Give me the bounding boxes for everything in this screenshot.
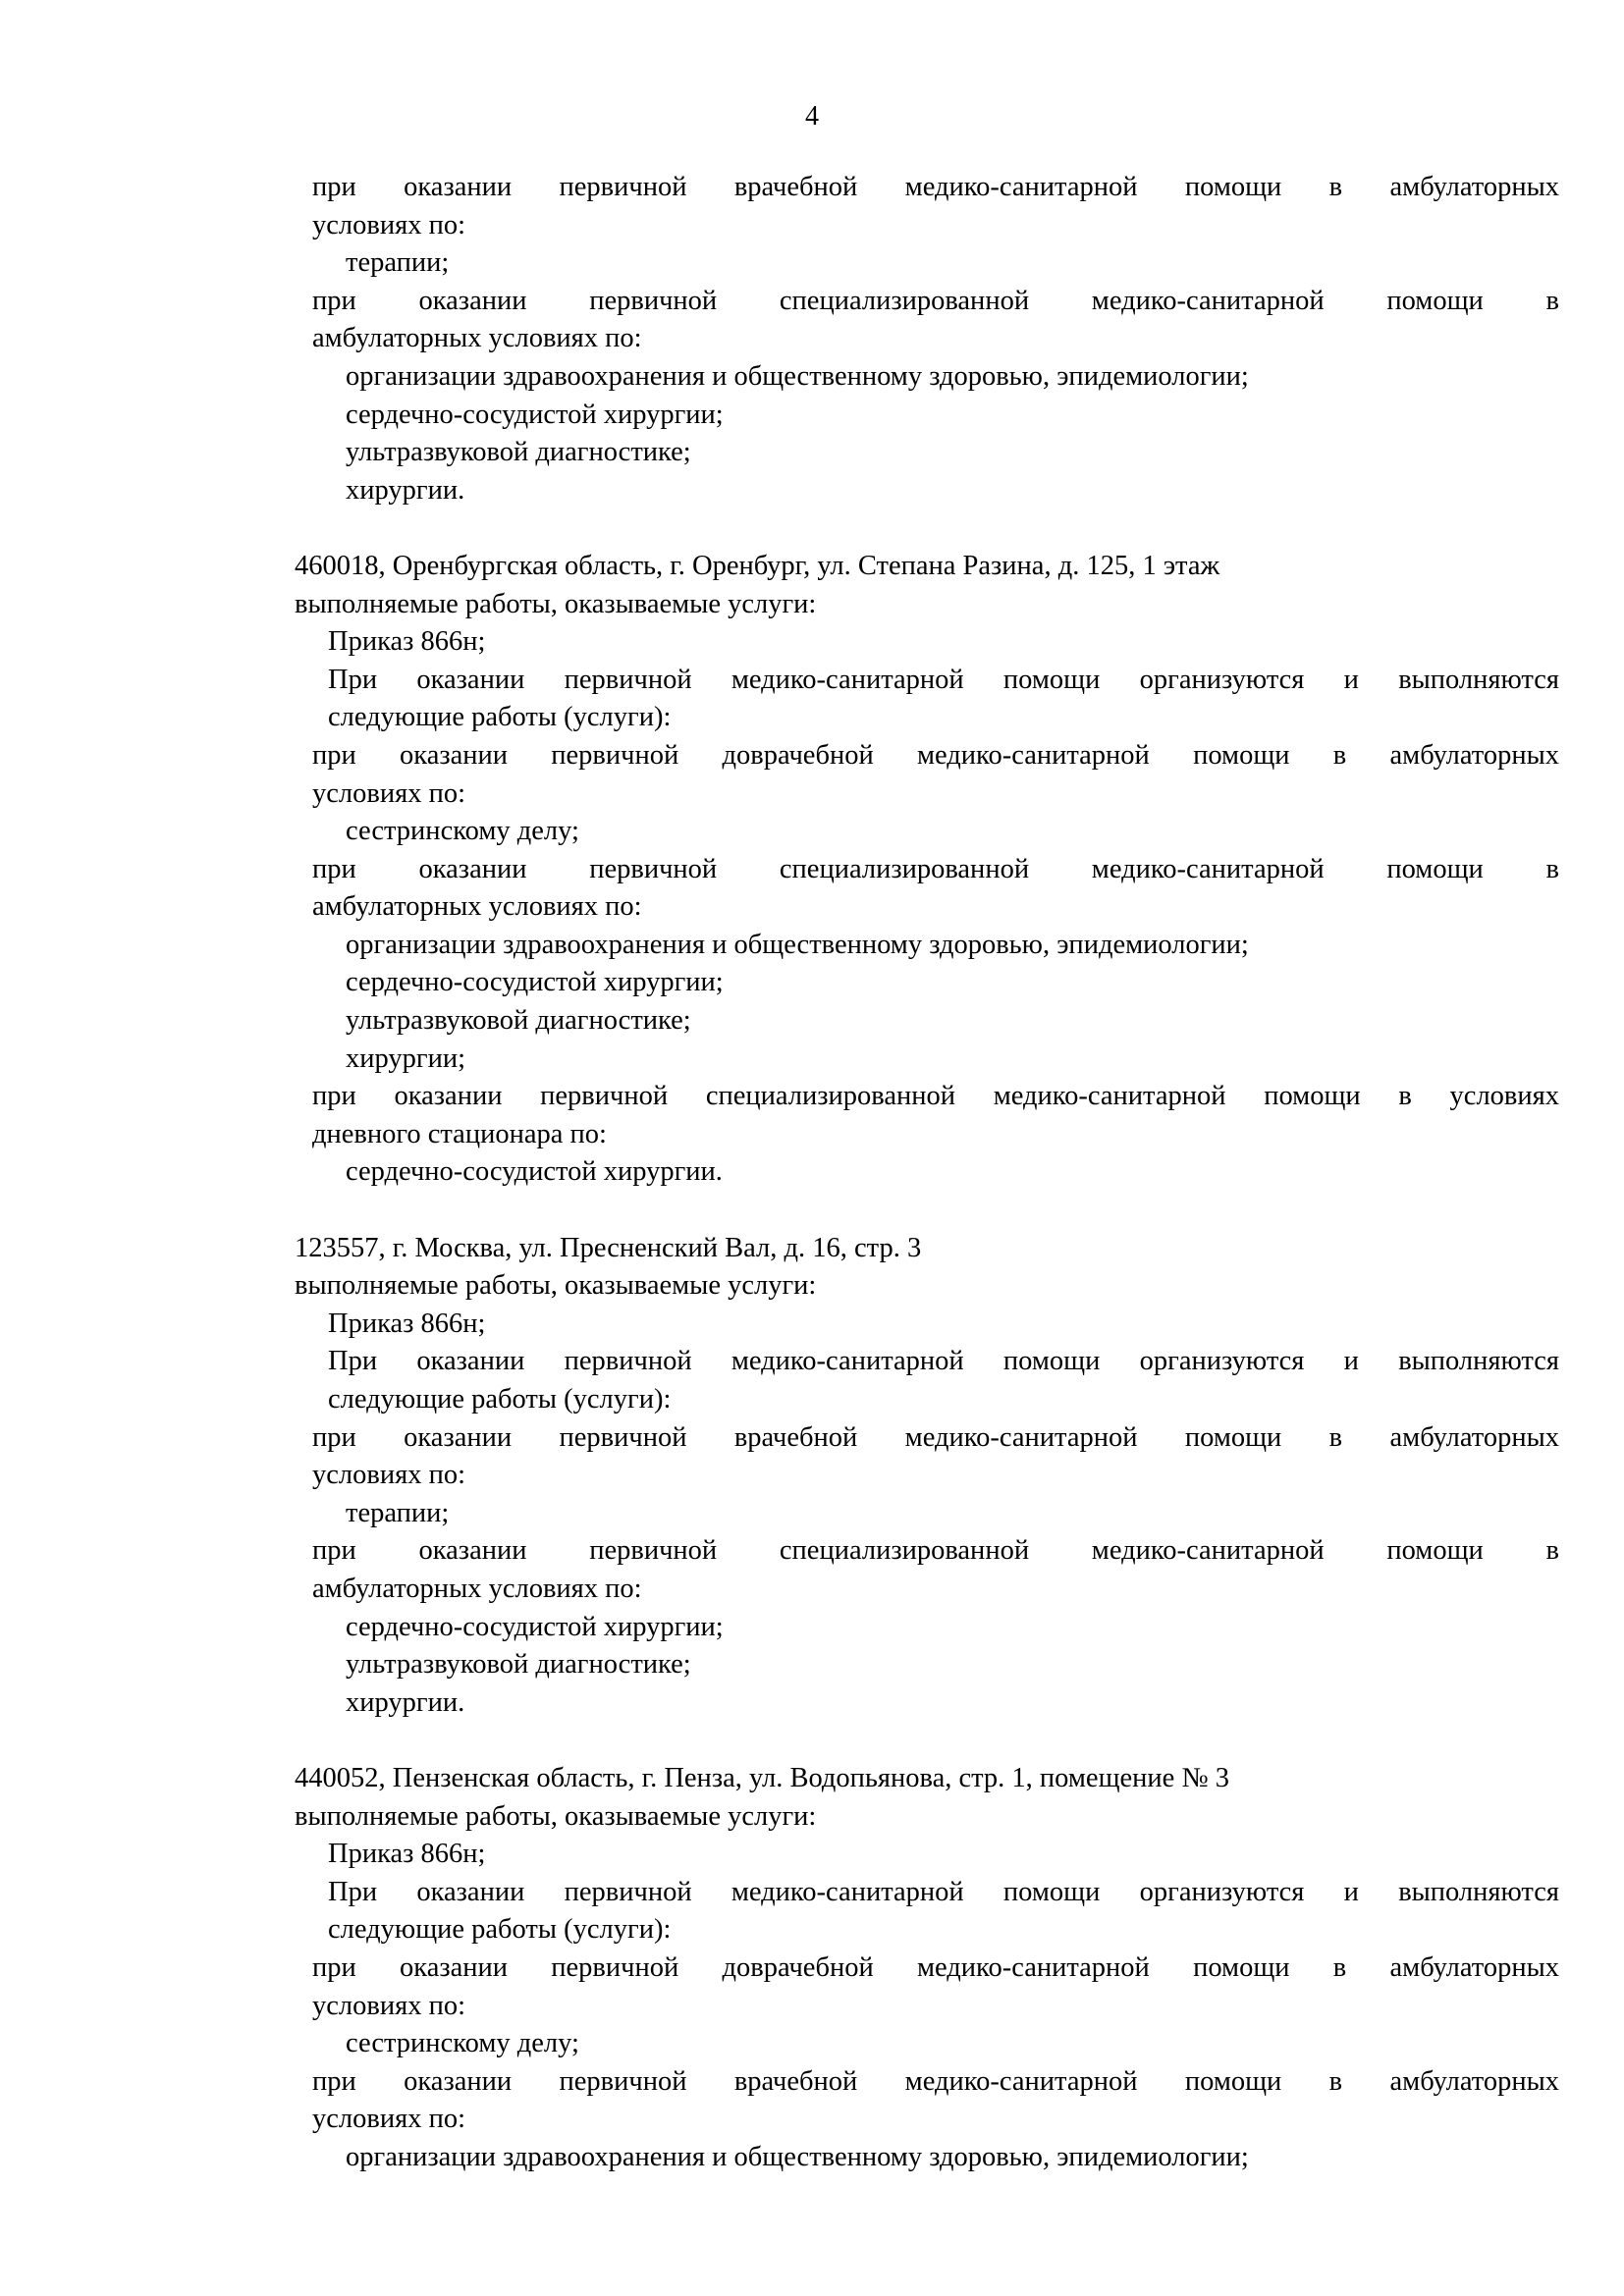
list-item: сердечно-сосудистой хирургии. <box>346 1156 723 1188</box>
address-heading: 123557, г. Москва, ул. Пресненский Вал, д. 16, стр. 3 <box>295 1232 922 1263</box>
paragraph-line: при оказании первичной врачебной медико-санитарной помощи в амбулаторных <box>312 1421 1559 1453</box>
address-heading: 440052, Пензенская область, г. Пенза, ул. Водопьянова, стр. 1, помещение № 3 <box>295 1762 1230 1793</box>
paragraph-line: при оказании первичной специализированной медико-санитарной помощи в <box>312 853 1559 884</box>
paragraph-line: При оказании первичной медико-санитарной помощи организуются и выполняются <box>328 1346 1559 1377</box>
section-gap <box>295 1722 1559 1760</box>
paragraph-line: следующие работы (услуги): <box>328 1384 672 1415</box>
list-item: хирургии. <box>346 1686 465 1718</box>
paragraph-line: при оказании первичной врачебной медико-санитарной помощи в амбулаторных <box>312 2065 1559 2097</box>
list-item: ультразвуковой диагностике; <box>346 437 691 468</box>
works-label: выполняемые работы, оказываемые услуги: <box>295 588 817 619</box>
paragraph-line: При оказании первичной медико-санитарной помощи организуются и выполняются <box>328 1876 1559 1907</box>
paragraph-line: при оказании первичной доврачебной медико-санитарной помощи в амбулаторных <box>312 739 1559 771</box>
list-item: ультразвуковой диагностике; <box>346 1005 691 1037</box>
paragraph-line: при оказании первичной специализированной медико-санитарной помощи в условиях <box>312 1081 1559 1112</box>
list-item: хирургии; <box>346 1042 465 1074</box>
list-item: хирургии. <box>346 474 465 506</box>
order-reference: Приказ 866н; <box>328 1308 486 1339</box>
works-label: выполняемые работы, оказываемые услуги: <box>295 1800 817 1832</box>
list-item: сердечно-сосудистой хирургии; <box>346 1611 724 1642</box>
paragraph-line: при оказании первичной доврачебной медико-санитарной помощи в амбулаторных <box>312 1951 1559 1983</box>
document-body <box>295 169 1559 2176</box>
list-item: терапии; <box>346 1497 450 1528</box>
paragraph-line: при оказании первичной специализированной медико-санитарной помощи в <box>312 285 1559 316</box>
section-gap <box>295 509 1559 548</box>
paragraph-line: условиях по: <box>312 1460 465 1491</box>
paragraph-line: При оказании первичной медико-санитарной помощи организуются и выполняются <box>328 664 1559 695</box>
paragraph-line: при оказании первичной врачебной медико-санитарной помощи в амбулаторных <box>312 172 1559 202</box>
paragraph-line: амбулаторных условиях по: <box>312 891 642 923</box>
page-number: 4 <box>805 101 819 132</box>
works-label: выполняемые работы, оказываемые услуги: <box>295 1270 817 1302</box>
paragraph-line: условиях по: <box>312 2104 465 2135</box>
paragraph-line: амбулаторных условиях по: <box>312 1573 642 1604</box>
paragraph-line: амбулаторных условиях по: <box>312 323 642 354</box>
list-item: сестринскому делу; <box>346 816 579 847</box>
order-reference: Приказ 866н; <box>328 1839 486 1870</box>
address-heading: 460018, Оренбургская область, г. Оренбург, ул. Степана Разина, д. 125, 1 этаж <box>295 550 1220 581</box>
paragraph-line: условиях по: <box>312 777 465 809</box>
section-orenburg <box>295 548 1559 1192</box>
paragraph-line: условиях по: <box>312 1990 465 2021</box>
list-item: организации здравоохранения и общественному здоровью, эпидемиологии; <box>346 2141 1249 2172</box>
list-item: сердечно-сосудистой хирургии; <box>346 399 724 430</box>
section-continued <box>295 169 1559 509</box>
paragraph-line: следующие работы (услуги): <box>328 1914 672 1946</box>
list-item: сестринскому делу; <box>346 2028 579 2059</box>
list-item: терапии; <box>346 247 450 279</box>
list-item: ультразвуковой диагностике; <box>346 1649 691 1681</box>
list-item: организации здравоохранения и общественному здоровью, эпидемиологии; <box>346 360 1249 392</box>
paragraph-line: следующие работы (услуги): <box>328 702 672 733</box>
section-moscow <box>295 1230 1559 1723</box>
order-reference: Приказ 866н; <box>328 626 486 658</box>
section-gap <box>295 1192 1559 1230</box>
paragraph-line: дневного стационара по: <box>312 1118 607 1149</box>
paragraph-line: при оказании первичной специализированной медико-санитарной помощи в <box>312 1535 1559 1567</box>
list-item: организации здравоохранения и общественному здоровью, эпидемиологии; <box>346 929 1249 960</box>
list-item: сердечно-сосудистой хирургии; <box>346 967 724 998</box>
section-penza <box>295 1760 1559 2177</box>
paragraph-line: условиях по: <box>312 209 465 240</box>
